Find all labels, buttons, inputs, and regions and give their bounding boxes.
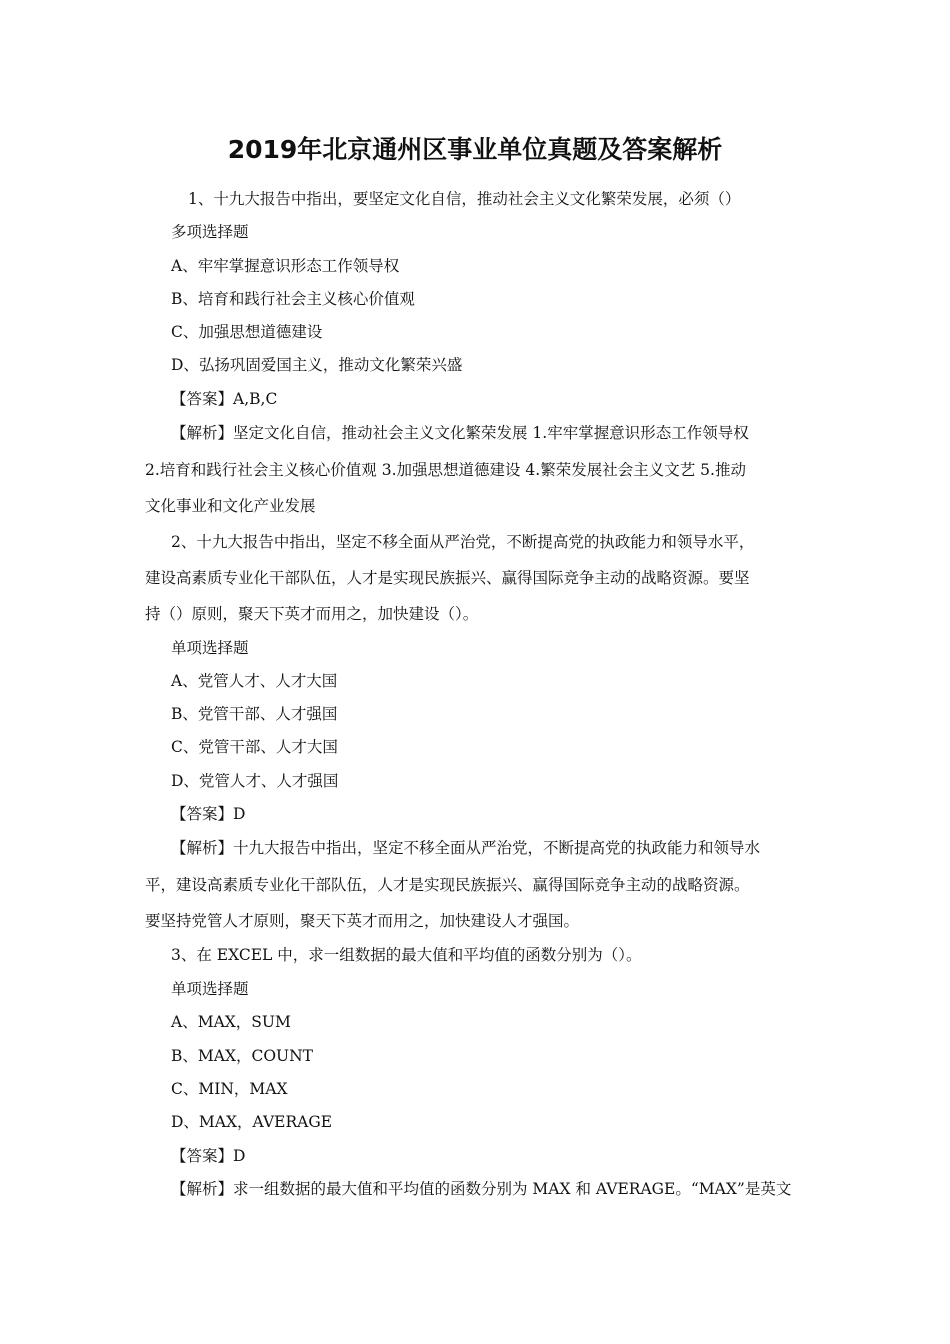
option-b: B、党管干部、人才强国	[171, 705, 338, 723]
question-stem: 3、在 EXCEL 中，求一组数据的最大值和平均值的函数分别为（）。	[171, 946, 642, 964]
option-a: A、MAX，SUM	[171, 1013, 291, 1031]
answer: 【答案】D	[171, 1147, 246, 1165]
option-d: D、MAX，AVERAGE	[171, 1113, 333, 1131]
option-c: C、党管干部、人才大国	[171, 738, 338, 756]
analysis-line: 【解析】坚定文化自信，推动社会主义文化繁荣发展 1.牢牢掌握意识形态工作领导权	[171, 424, 749, 442]
page-title: 2019年北京通州区事业单位真题及答案解析	[227, 135, 723, 164]
option-d: D、弘扬巩固爱国主义，推动文化繁荣兴盛	[171, 356, 463, 374]
option-b: B、培育和践行社会主义核心价值观	[171, 290, 415, 308]
option-c: C、MIN，MAX	[171, 1080, 288, 1098]
analysis-line: 文化事业和文化产业发展	[145, 497, 316, 515]
option-a: A、牢牢掌握意识形态工作领导权	[171, 257, 400, 275]
question-type: 单项选择题	[171, 980, 249, 998]
analysis-line: 要坚持党管人才原则，聚天下英才而用之，加快建设人才强国。	[145, 912, 580, 930]
question-stem: 建设高素质专业化干部队伍，人才是实现民族振兴、赢得国际竞争主动的战略资源。要坚	[145, 569, 750, 587]
answer: 【答案】D	[171, 805, 246, 823]
answer: 【答案】A,B,C	[171, 390, 278, 408]
analysis-line: 2.培育和践行社会主义核心价值观 3.加强思想道德建设 4.繁荣发展社会主义文艺 5.推动	[145, 461, 746, 479]
option-b: B、MAX，COUNT	[171, 1047, 314, 1065]
analysis-line: 平，建设高素质专业化干部队伍，人才是实现民族振兴、赢得国际竞争主动的战略资源。	[145, 876, 750, 894]
question-stem: 2、十九大报告中指出，坚定不移全面从严治党，不断提高党的执政能力和领导水平，	[171, 533, 755, 551]
analysis-line: 【解析】求一组数据的最大值和平均值的函数分别为 MAX 和 AVERAGE。“MAX”是英文	[171, 1180, 792, 1198]
question-type: 多项选择题	[171, 223, 249, 241]
question-stem: 持（）原则，聚天下英才而用之，加快建设（）。	[145, 605, 479, 623]
option-a: A、党管人才、人才大国	[171, 672, 338, 690]
question-type: 单项选择题	[171, 639, 249, 657]
analysis-line: 【解析】十九大报告中指出，坚定不移全面从严治党，不断提高党的执政能力和领导水	[171, 839, 761, 857]
question-stem: 1、十九大报告中指出，要坚定文化自信，推动社会主义文化繁荣发展，必须（）	[188, 190, 741, 208]
option-d: D、党管人才、人才强国	[171, 772, 339, 790]
option-c: C、加强思想道德建设	[171, 323, 323, 341]
